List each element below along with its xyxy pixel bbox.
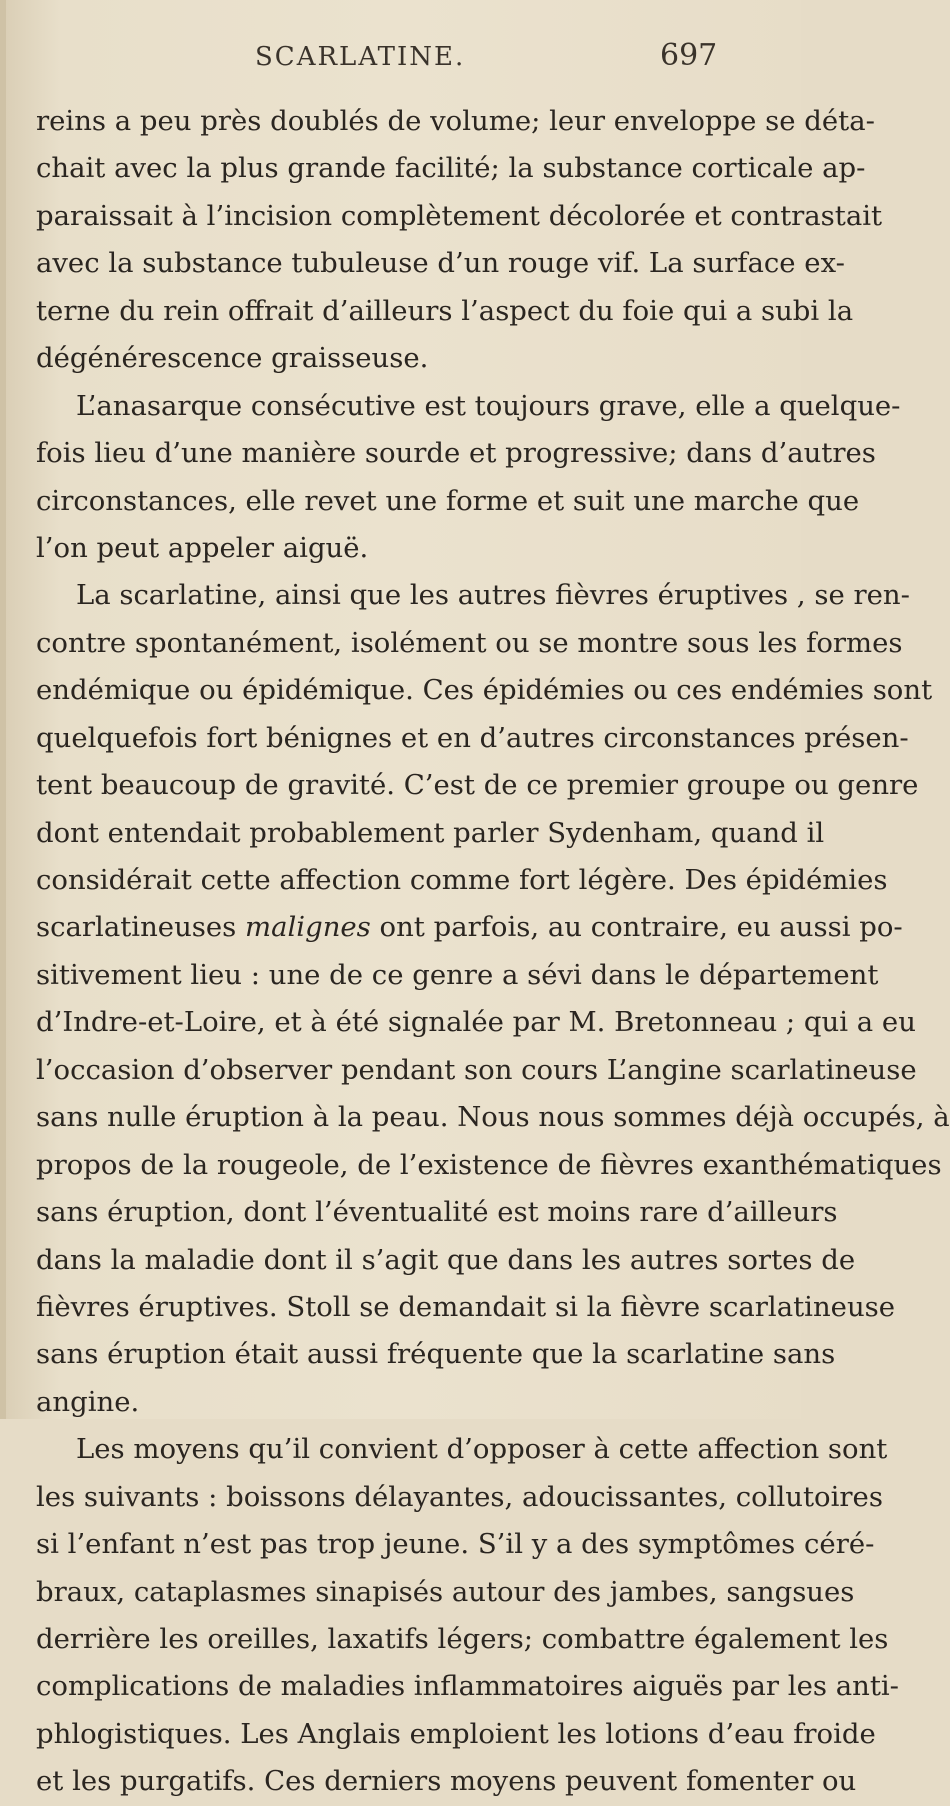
text-line: sans éruption, dont l’éventualité est moins rare d’ailleurs [36,1196,838,1229]
text-line: complications de maladies inflammatoires aiguës par les anti- [36,1670,899,1703]
text-line: angine. [36,1385,140,1418]
text-line: les suivants : boissons délayantes, adoucissantes, collutoires [36,1480,883,1513]
text-line: scarlatineuses malignes ont parfois, au contraire, eu aussi po- [36,911,903,944]
text-line: contre spontanément, isolément ou se montre sous les formes [36,626,903,659]
text-line: dans la maladie dont il s’agit que dans les autres sortes de [36,1243,856,1276]
text-line: La scarlatine, ainsi que les autres fièvres éruptives , se ren- [76,579,910,612]
text-line: endémique ou épidémique. Ces épidémies ou ces endémies sont [36,674,933,707]
text-line: considérait cette affection comme fort légère. Des épidémies [36,864,888,896]
text-line: tent beaucoup de gravité. C’est de ce premier groupe ou genre [36,769,919,802]
text-line: propos de la rougeole, de l’existence de fièvres exanthématiques [36,1148,942,1181]
page-number: 697 [660,38,718,73]
text-line: si l’enfant n’est pas trop jeune. S’il y a des symptômes céré- [36,1528,875,1561]
text-line: sans éruption était aussi fréquente que la scarlatine sans [36,1338,836,1371]
text-line: circonstances, elle revet une forme et suit une marche que [36,484,860,517]
text-line: fièvres éruptives. Stoll se demandait si la fièvre scarlatineuse [36,1290,896,1323]
text-line: dégénérescence graisseuse. [36,342,429,375]
text-line: braux, cataplasmes sinapisés autour des jambes, sangsues [36,1575,855,1608]
text-line: phlogistiques. Les Anglais emploient les lotions d’eau froide [36,1717,876,1750]
text-line: quelquefois fort bénignes et en d’autres circonstances présen- [36,721,909,754]
text-line: l’on peut appeler aiguë. [36,531,369,564]
text-line: chait avec la plus grande facilité; la substance corticale ap- [36,152,866,185]
text-line: reins a peu près doublés de volume; leur enveloppe se déta- [36,105,875,137]
text-line: dont entendait probablement parler Sydenham, quand il [36,816,825,849]
page-header [0,20,801,73]
text-line: sans nulle éruption à la peau. Nous nous sommes déjà occupés, à [36,1101,950,1134]
page-edge [0,0,6,1419]
text-line: paraissait à l’incision complètement décolorée et contrastait [36,199,883,232]
text-line: d’Indre-et-Loire, et à été signalée par M. Bretonneau ; qui a eu [36,1006,916,1039]
text-line: l’occasion d’observer pendant son cours L’angine scarlatineuse [36,1053,917,1086]
running-title: SCARLATINE. [255,42,466,72]
body-text [36,98,950,1806]
text-line: avec la substance tubuleuse d’un rouge vif. La surface ex- [36,247,845,280]
text-line: terne du rein offrait d’ailleurs l’aspect du foie qui a subi la [36,294,854,327]
text-line: Les moyens qu’il convient d’opposer à cette affection sont [76,1433,888,1466]
text-line: sitivement lieu : une de ce genre a sévi dans le département [36,958,879,991]
text-line: derrière les oreilles, laxatifs légers; combattre également les [36,1623,889,1655]
text-line: L’anasarque consécutive est toujours grave, elle a quelque- [76,389,901,422]
text-line: et les purgatifs. Ces derniers moyens peuvent fomenter ou [36,1765,857,1798]
text-line: fois lieu d’une manière sourde et progressive; dans d’autres [36,437,876,470]
